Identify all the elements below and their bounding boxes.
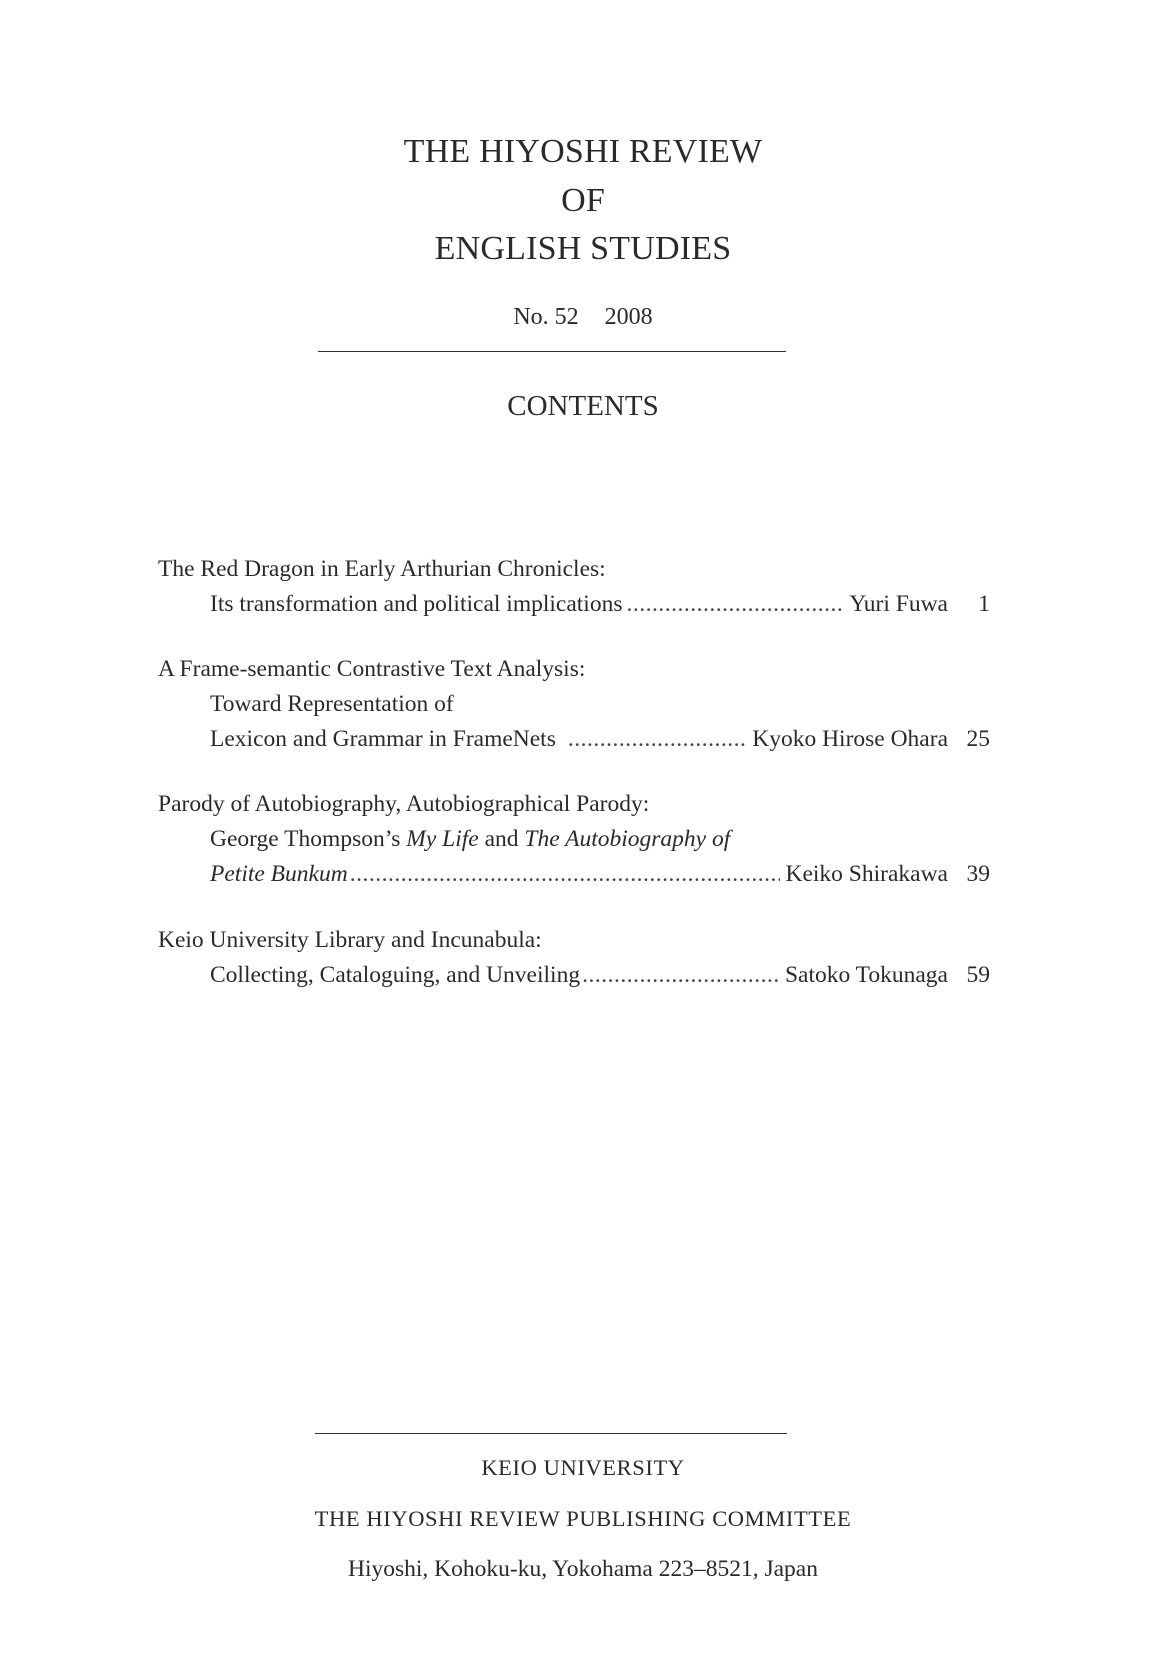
dot-leader xyxy=(568,724,746,754)
publisher-address: Hiyoshi, Kohoku-ku, Yokohama 223–8521, Japan xyxy=(348,1556,818,1582)
entry-line xyxy=(210,859,948,889)
subtitle-italic-work: The Autobiography of xyxy=(524,826,731,852)
entry-subtitle: Collecting, Cataloguing, and Unveiling xyxy=(210,962,581,988)
journal-title-line-2: OF xyxy=(561,182,605,219)
dot-leader xyxy=(350,859,780,889)
subtitle-prefix: George Thompson’s xyxy=(210,826,401,852)
entry-subtitle: Toward Representation of xyxy=(210,691,454,717)
issue-info xyxy=(0,302,1166,332)
entry-line xyxy=(210,960,948,990)
entry-subtitle: Its transformation and political implications xyxy=(210,591,623,617)
entry-subtitle-italic: Petite Bunkum xyxy=(210,861,348,887)
footer-divider xyxy=(315,1433,787,1434)
header-divider xyxy=(318,351,786,352)
entry-title: Parody of Autobiography, Autobiographical Parody: xyxy=(158,791,650,817)
entry-page-number: 59 xyxy=(966,962,990,988)
dot-leader xyxy=(582,960,779,990)
subtitle-conjunction: and xyxy=(484,826,519,852)
journal-title-line-3: ENGLISH STUDIES xyxy=(434,230,732,267)
entry-line xyxy=(210,589,948,619)
entry-subtitle xyxy=(210,824,730,854)
entry-title: Keio University Library and Incunabula: xyxy=(158,927,542,953)
subtitle-italic-work: My Life xyxy=(406,826,479,852)
entry-page-number: 39 xyxy=(966,861,990,887)
issue-number: No. 52 xyxy=(513,304,579,330)
publishing-committee: THE HIYOSHI REVIEW PUBLISHING COMMITTEE xyxy=(314,1506,852,1531)
entry-author: Satoko Tokunaga xyxy=(784,962,948,988)
entry-title: The Red Dragon in Early Arthurian Chronicles: xyxy=(158,556,606,582)
entry-subtitle: Lexicon and Grammar in FrameNets xyxy=(210,726,556,752)
dot-leader xyxy=(626,589,843,619)
entry-author: Yuri Fuwa xyxy=(849,591,948,617)
publisher-university: KEIO UNIVERSITY xyxy=(481,1455,685,1480)
entry-author: Keiko Shirakawa xyxy=(785,861,948,887)
issue-year: 2008 xyxy=(604,304,653,330)
entry-title: A Frame-semantic Contrastive Text Analysis: xyxy=(158,656,586,682)
entry-line xyxy=(210,724,948,754)
entry-page-number: 1 xyxy=(978,591,990,617)
entry-page-number: 25 xyxy=(966,726,990,752)
journal-title-line-1: THE HIYOSHI REVIEW xyxy=(403,133,763,170)
entry-author: Kyoko Hirose Ohara xyxy=(752,726,948,752)
contents-heading: CONTENTS xyxy=(507,390,659,422)
